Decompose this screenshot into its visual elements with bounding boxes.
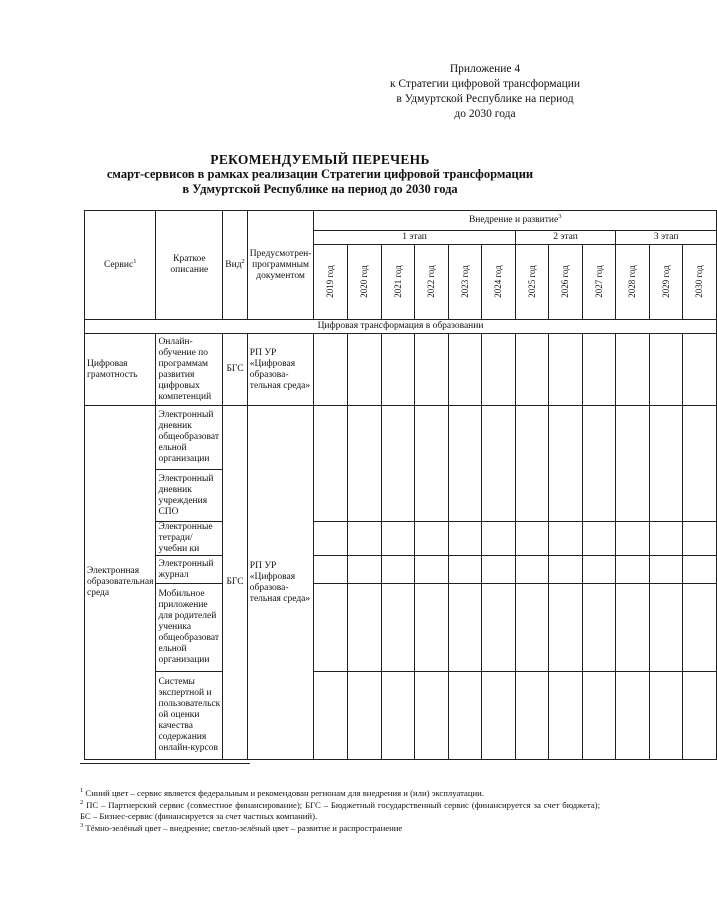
year-cell [482,406,516,522]
item-course-quality-systems: Системы экспертной и пользовательск ой оценки качества содержания онлайн-курсов [156,672,223,760]
year-cell [649,556,683,584]
year-cell [582,672,616,760]
year-cell [314,406,348,522]
year-cell [448,556,482,584]
year-cell [415,556,449,584]
year-cell [515,672,549,760]
appendix-line-3: в Удмуртской Республике на период [396,93,574,105]
type-cell: БГС [223,406,248,760]
year-2020: 2020 год [347,245,381,320]
year-cell [482,334,516,406]
header-stage-3: 3 этап [616,231,717,245]
year-cell [314,672,348,760]
year-cell [448,584,482,672]
year-cell [314,584,348,672]
year-cell [549,556,583,584]
year-cell [314,556,348,584]
year-cell [347,406,381,522]
year-cell [683,556,717,584]
year-cell [649,584,683,672]
year-cell [549,334,583,406]
year-cell [347,334,381,406]
year-cell [683,522,717,556]
year-cell [482,672,516,760]
year-cell [683,672,717,760]
year-cell [616,556,650,584]
item-parents-mobile-app: Мобильное приложение для родителей ученика общеобразоват ельной организации [156,584,223,672]
year-2028: 2028 год [616,245,650,320]
header-documents: Предусмотрен-программным документом [247,211,314,320]
year-cell [515,334,549,406]
year-cell [683,334,717,406]
year-cell [415,584,449,672]
title-line-2: смарт-сервисов в рамках реализации Стратегии цифровой трансформации [106,167,534,181]
year-cell [347,672,381,760]
service-digital-literacy: Цифровая грамотность [85,334,156,406]
year-cell [549,406,583,522]
appendix-line-4: до 2030 года [454,108,516,120]
year-cell [415,672,449,760]
year-cell [582,584,616,672]
services-table [84,210,717,760]
item-spo-diary: Электронный дневник учреждения СПО [156,470,223,522]
item-e-journal: Электронный журнал [156,556,223,584]
year-cell [381,584,415,672]
year-2030: 2030 год [683,245,717,320]
year-cell [415,406,449,522]
year-cell [683,584,717,672]
year-cell [415,334,449,406]
year-cell [448,406,482,522]
year-cell [515,406,549,522]
year-cell [649,334,683,406]
year-2023: 2023 год [448,245,482,320]
year-cell [347,584,381,672]
year-cell [448,334,482,406]
year-cell [381,522,415,556]
year-cell [415,522,449,556]
header-stage-2: 2 этап [515,231,616,245]
year-2029: 2029 год [649,245,683,320]
year-cell [482,584,516,672]
service-e-learning-environment: Электронная образовательная среда [85,406,156,760]
year-cell [314,334,348,406]
footnote-1: $^1$ Синий цвет – сервис является федеральным и рекомендован регионам для внедрения и (или) эксплуатации. [80,787,485,798]
year-cell [616,672,650,760]
year-cell [683,406,717,522]
header-description: Краткое описание [156,211,223,320]
year-cell [482,556,516,584]
footnote-divider [80,763,250,764]
title-line-1: РЕКОМЕНДУЕМЫЙ ПЕРЕЧЕНЬ [210,152,430,167]
year-cell [347,522,381,556]
year-cell [549,584,583,672]
year-2021: 2021 год [381,245,415,320]
year-cell [515,522,549,556]
year-cell [482,522,516,556]
year-cell [549,522,583,556]
title-line-3: в Удмуртской Республике на период до 2030 года [182,182,458,196]
year-cell [649,522,683,556]
appendix-line-2: к Стратегии цифровой трансформации [389,78,581,90]
year-cell [616,334,650,406]
type-cell: БГС [223,334,248,406]
year-cell [448,672,482,760]
year-cell [381,334,415,406]
year-cell [649,672,683,760]
year-cell [314,522,348,556]
footnote-2: $^2$ ПС – Партнерский сервис (совместное финансирование); БГС – Бюджетный государственный сервис (финансируется за счет бюджета); БС – Бизнес-сервис (финансируется за счет частных компаний). [80,798,600,821]
year-2024: 2024 год [482,245,516,320]
year-cell [549,672,583,760]
year-cell [381,672,415,760]
year-cell [347,556,381,584]
appendix-line-1: Приложение 4 [449,63,521,75]
year-cell [616,522,650,556]
header-implementation: Внедрение и развитие$^3$ [314,211,717,231]
year-cell [582,556,616,584]
year-cell [515,584,549,672]
year-2027: 2027 год [582,245,616,320]
header-type: Вид$^2$ [223,211,248,320]
year-cell [616,584,650,672]
item-school-diary: Электронный дневник общеобразоват ельной организации [156,406,223,470]
year-cell [649,406,683,522]
section-title: Цифровая трансформация в образовании [85,320,717,334]
header-stage-1: 1 этап [314,231,515,245]
header-service: Сервис$^1$ [85,211,156,320]
item-e-notebooks: Электронные тетради/учебни ки [156,522,223,556]
year-2025: 2025 год [515,245,549,320]
year-cell [515,556,549,584]
year-cell [582,406,616,522]
year-cell [582,334,616,406]
footnotes [80,763,600,834]
year-cell [381,556,415,584]
year-2019: 2019 год [314,245,348,320]
year-2022: 2022 год [415,245,449,320]
year-cell [448,522,482,556]
document-cell: РП УР «Цифровая образова-тельная среда» [247,406,314,760]
year-cell [381,406,415,522]
year-cell [616,406,650,522]
year-cell [582,522,616,556]
year-2026: 2026 год [549,245,583,320]
document-title [70,152,570,197]
description-online-training: Онлайн-обучение по программам развития цифровых компетенций [156,334,223,406]
appendix-note [360,62,610,122]
document-cell: РП УР «Цифровая образова-тельная среда» [247,334,314,406]
footnote-3: $^3$ Тёмно-зелёный цвет – внедрение; светло-зелёный цвет – развитие и распространение [80,821,403,833]
